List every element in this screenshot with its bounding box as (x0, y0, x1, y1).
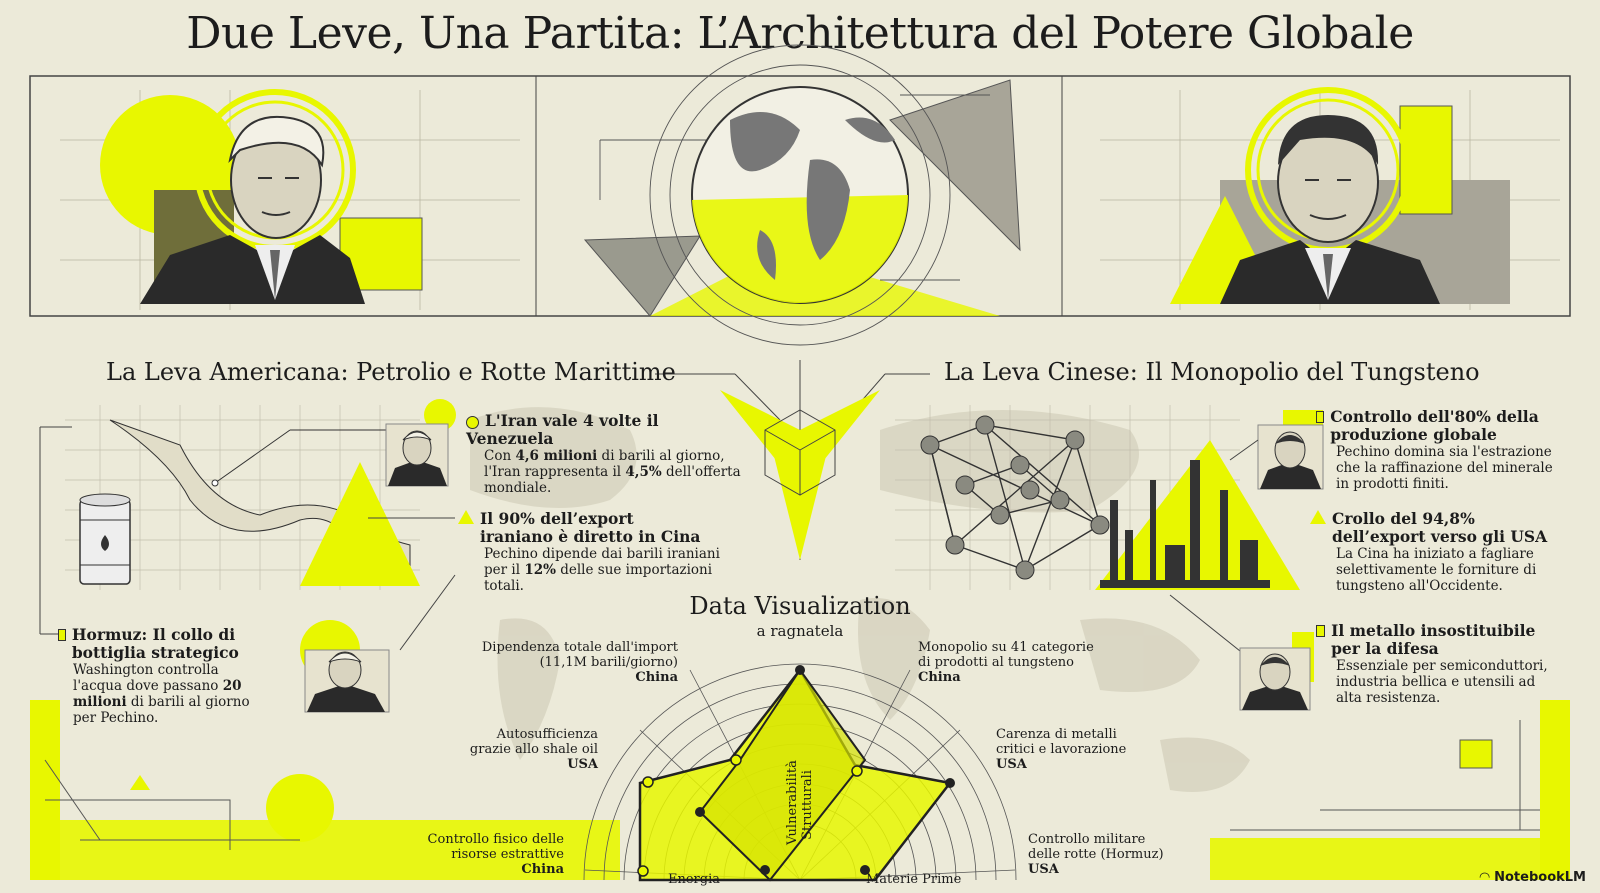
fact-body: Pechino domina sia l'estrazione che la raffinazione del minerale in prodotti finiti. (1336, 444, 1553, 492)
fact-body-part: di barili al giorno per Pechino. (73, 694, 250, 726)
axis-label-owner: China (521, 862, 564, 877)
axis-label-owner: China (918, 670, 961, 685)
china-fact-defense-metal (1331, 621, 1556, 706)
fact-title: Controllo dell'80% della produzione globale (1330, 407, 1539, 444)
fact-body (458, 546, 724, 594)
fact-body (466, 448, 746, 496)
fact-title: Hormuz: Il collo di bottiglia strategico (71, 625, 239, 662)
fact-title: L'Iran vale 4 volte il Venezuela (466, 411, 659, 448)
china-fact-export-collapse (1332, 509, 1566, 594)
square-bullet-icon (1316, 625, 1325, 637)
viz-subtitle: a ragnatela (756, 622, 844, 640)
bottom-right-decoration (1210, 700, 1570, 880)
fact-title: Il 90% dell’export iraniano è diretto in Cina (480, 509, 701, 546)
radar-center-label (785, 760, 815, 845)
us-lever-heading: La Leva Americana: Petrolio e Rotte Marittime (106, 358, 676, 386)
globe-illustration (585, 45, 1020, 345)
fact-title: Crollo del 94,8% dell’export verso gli USA (1332, 509, 1548, 546)
square-bullet-icon (58, 629, 66, 641)
triangle-bullet-icon (458, 510, 474, 524)
fact-body-highlight: 12% (524, 562, 556, 578)
axis-label-owner: USA (1028, 862, 1059, 877)
brand-text: NotebookLM (1494, 870, 1586, 885)
circle-bullet-icon (466, 416, 479, 429)
us-leader-avatar-2 (300, 620, 389, 712)
square-bullet-icon (1316, 411, 1324, 423)
radar-bottom-label-energy: Energia (668, 872, 720, 887)
china-leader-portrait (1170, 90, 1510, 304)
radar-axis-label-extraction-control (420, 832, 564, 877)
fact-body-highlight: 20 milioni (73, 678, 242, 710)
us-fact-iran-export (458, 510, 738, 594)
brand-icon: ◠ (1479, 870, 1495, 885)
us-fact-iran-value (466, 412, 746, 496)
axis-label-owner: USA (567, 757, 598, 772)
axis-label-text: Monopolio su 41 categorie di prodotti al tungsteno (918, 640, 1094, 670)
axis-label-text: Autosufficienza grazie allo shale oil (469, 727, 598, 757)
fact-body-part: di barili al giorno, l'Iran rappresenta il (484, 448, 725, 480)
fact-body-part: Con (484, 448, 516, 464)
page-title: Due Leve, Una Partita: L’Architettura del Potere Globale (186, 8, 1414, 59)
viz-title: Data Visualization (689, 592, 911, 620)
radar-axis-label-tungsten-monopoly (918, 640, 1098, 685)
us-leader-portrait (100, 92, 422, 304)
axis-label-text: Controllo militare delle rotte (Hormuz) (1028, 832, 1164, 862)
fact-title: Il metallo insostituibile per la difesa (1331, 621, 1536, 658)
fact-body-part: dell'offerta mondiale. (484, 464, 741, 496)
triangle-bullet-icon (1310, 510, 1326, 524)
fact-body-part: Pechino dipende dai barili iraniani per il (484, 546, 720, 578)
fact-body: Essenziale per semiconduttori, industria bellica e utensili ad alta resistenza. (1336, 658, 1548, 706)
fact-body-part: delle sue importazioni totali. (484, 562, 713, 594)
china-leader-avatar-2 (1240, 632, 1314, 710)
us-fact-hormuz (58, 626, 268, 726)
brand-logo (1480, 870, 1586, 885)
axis-label-owner: USA (996, 757, 1027, 772)
fact-body-part: Washington controlla l'acqua dove passano (73, 662, 223, 694)
axis-label-text: Dipendenza totale dall'import (11,1M barili/giorno) (481, 640, 678, 670)
china-lever-heading: La Leva Cinese: Il Monopolio del Tungsteno (944, 358, 1480, 386)
fact-body-highlight: 4,6 milioni (515, 448, 598, 464)
fact-body-highlight: 4,5% (625, 464, 662, 480)
china-leader-avatar-1 (1230, 410, 1323, 489)
axis-label-owner: China (635, 670, 678, 685)
radar-axis-label-military-routes (1028, 832, 1168, 877)
radar-bottom-label-raw-materials: Materie Prime (866, 872, 962, 887)
radar-axis-label-shale-oil (468, 727, 598, 772)
axis-label-text: Carenza di metalli critici e lavorazione (996, 727, 1127, 757)
fact-body (58, 662, 268, 726)
radar-center-label-line: Vulnerabilità (785, 760, 800, 845)
axis-label-text: Controllo fisico delle risorse estrattive (427, 832, 564, 862)
radar-axis-label-critical-metals (996, 727, 1136, 772)
china-fact-production-control (1330, 407, 1566, 492)
fact-body: La Cina ha iniziato a fagliare selettivamente le forniture di tungsteno all'Occidente. (1336, 546, 1537, 594)
radar-center-label-line: Strutturali (800, 770, 815, 840)
radar-axis-label-import-dependency (478, 640, 678, 685)
us-leader-avatar-1 (386, 424, 448, 486)
